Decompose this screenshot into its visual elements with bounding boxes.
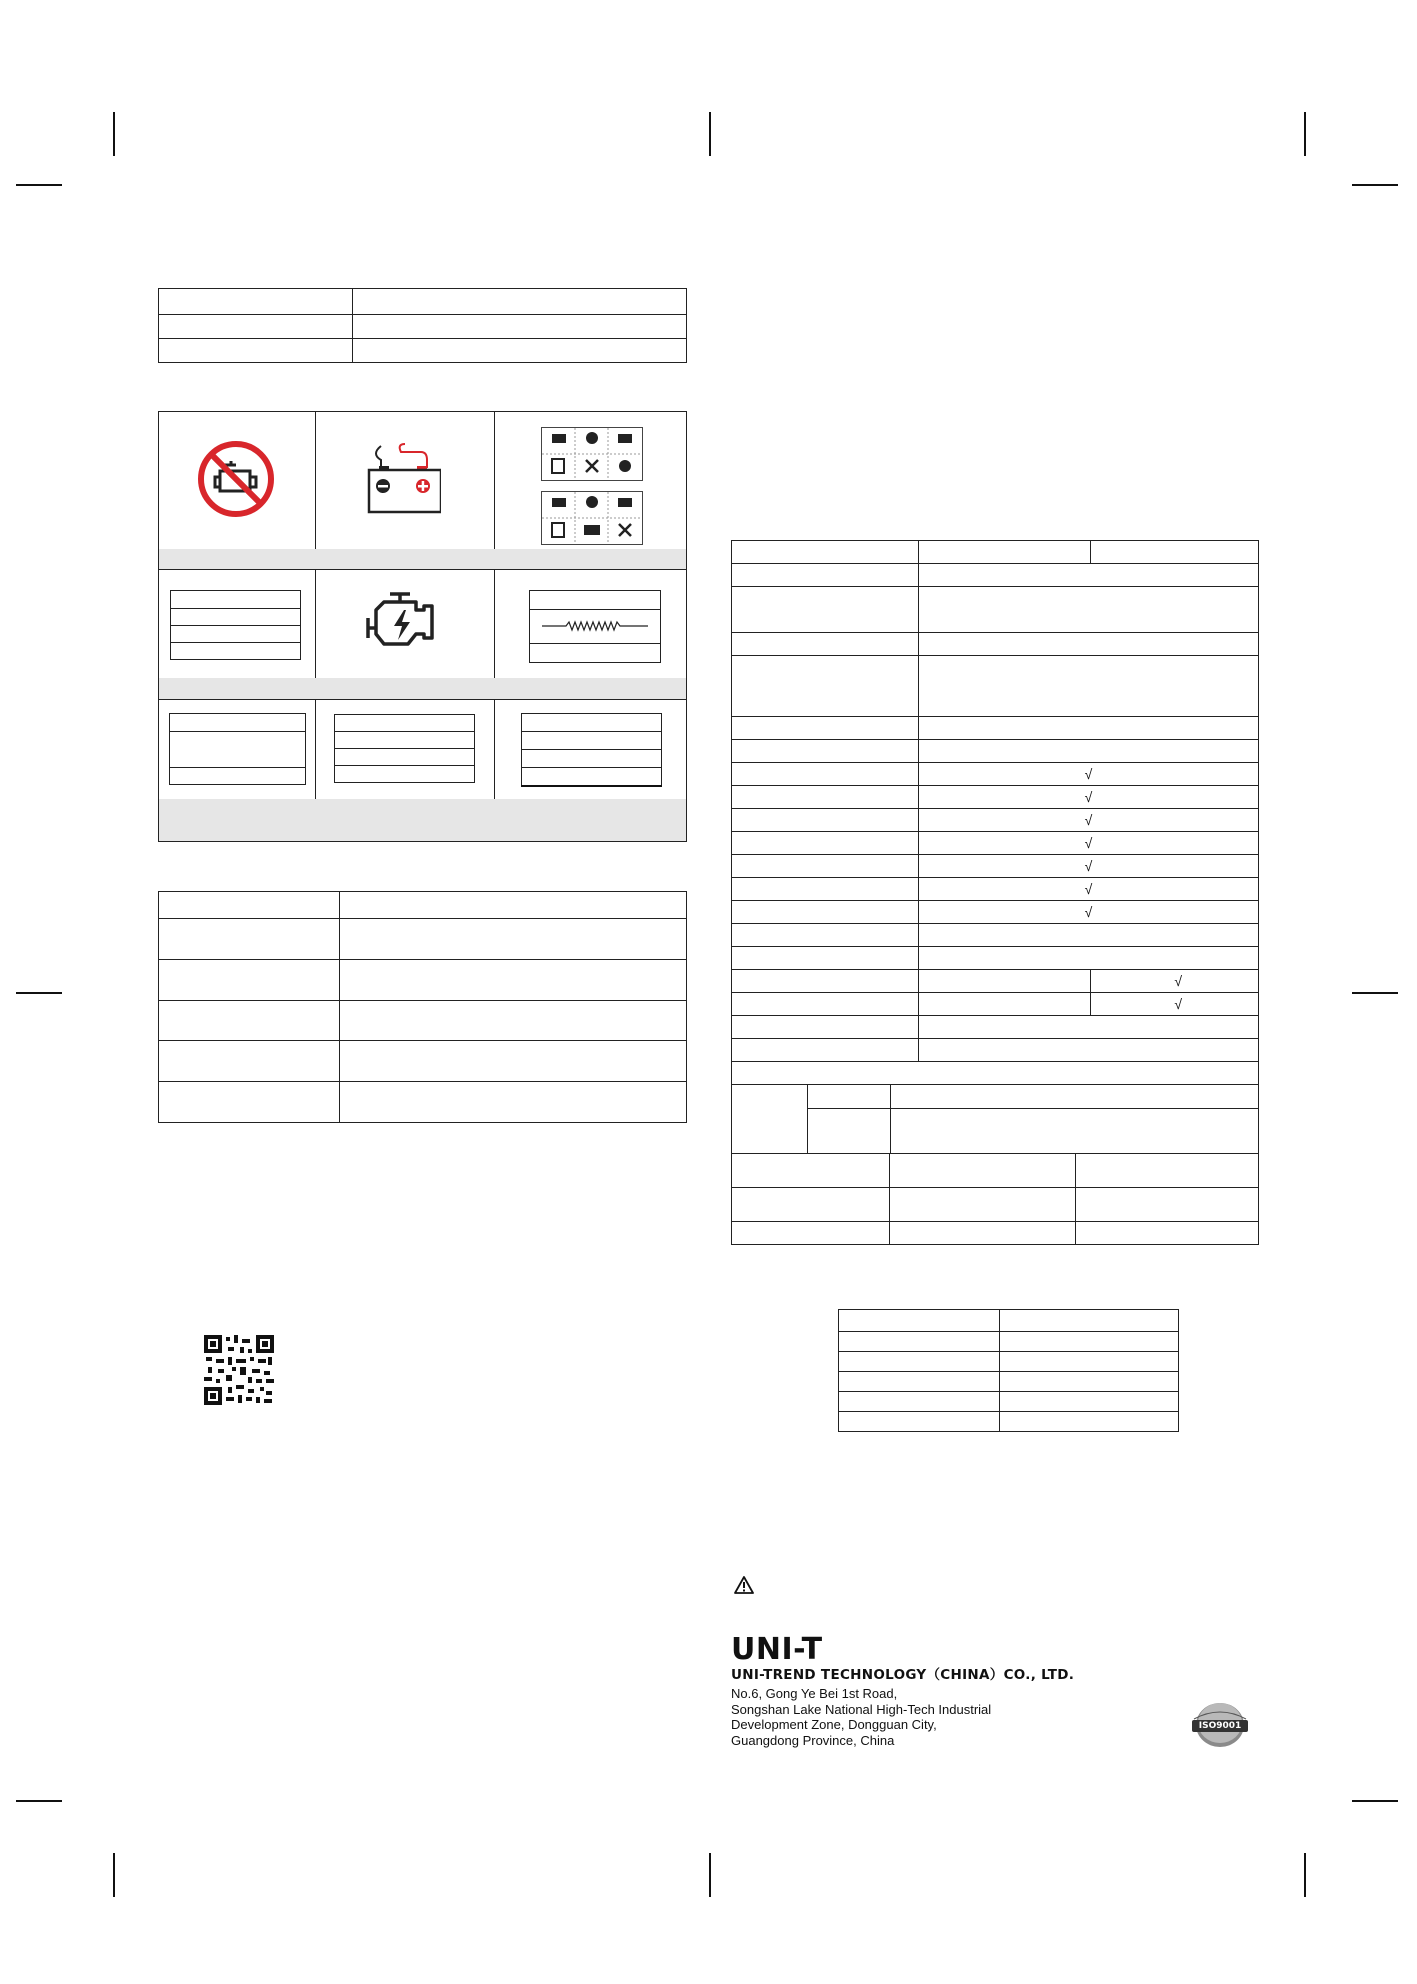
check-mark: √: [919, 901, 1259, 924]
function-grid-icon-2: [541, 491, 643, 545]
crop-mark: [709, 112, 711, 156]
check-mark: √: [1091, 970, 1259, 993]
illustration-grid: [158, 411, 687, 842]
crop-mark: [16, 1800, 62, 1802]
crop-mark: [1352, 992, 1398, 994]
address-line: Songshan Lake National High-Tech Industrial: [731, 1701, 992, 1717]
mini-table-4: [521, 713, 662, 787]
crop-mark: [113, 1853, 115, 1897]
check-mark: √: [919, 878, 1259, 901]
crop-mark: [16, 184, 62, 186]
no-engine-icon: [196, 439, 276, 524]
display-diagram: [529, 590, 661, 663]
crop-mark: [1352, 1800, 1398, 1802]
engine-check-icon: [360, 590, 440, 665]
mini-table-1: [170, 590, 301, 660]
mid-table: [158, 891, 687, 1123]
company-name: UNI-TREND TECHNOLOGY（CHINA）CO., LTD.: [731, 1667, 1075, 1683]
crop-mark: [1304, 112, 1306, 156]
mini-table-2: [169, 713, 306, 785]
check-mark: √: [1091, 993, 1259, 1016]
check-mark: √: [919, 855, 1259, 878]
mini-table-3: [334, 714, 475, 783]
car-battery-icon: [361, 436, 441, 521]
crop-mark: [113, 112, 115, 156]
check-mark: √: [919, 763, 1259, 786]
address-line: Development Zone, Dongguan City,: [731, 1717, 937, 1732]
crop-mark: [1304, 1853, 1306, 1897]
function-grid-icon: [541, 427, 643, 481]
crop-mark: [1352, 184, 1398, 186]
top-table: [158, 288, 687, 363]
iso-cert-badge: ISO9001: [1188, 1695, 1252, 1749]
qr-code-icon[interactable]: [204, 1335, 274, 1410]
company-address: [731, 1686, 991, 1748]
brand-logo: UNI-T: [731, 1632, 823, 1667]
small-table: [838, 1309, 1179, 1432]
check-mark: √: [919, 786, 1259, 809]
warning-icon: [734, 1576, 754, 1599]
address-line: No.6, Gong Ye Bei 1st Road,: [731, 1686, 898, 1701]
check-mark: √: [919, 832, 1259, 855]
crop-mark: [16, 992, 62, 994]
address-line: Guangdong Province, China: [731, 1732, 895, 1748]
crop-mark: [709, 1853, 711, 1897]
check-mark: √: [919, 809, 1259, 832]
spec-table: [731, 540, 1259, 1245]
